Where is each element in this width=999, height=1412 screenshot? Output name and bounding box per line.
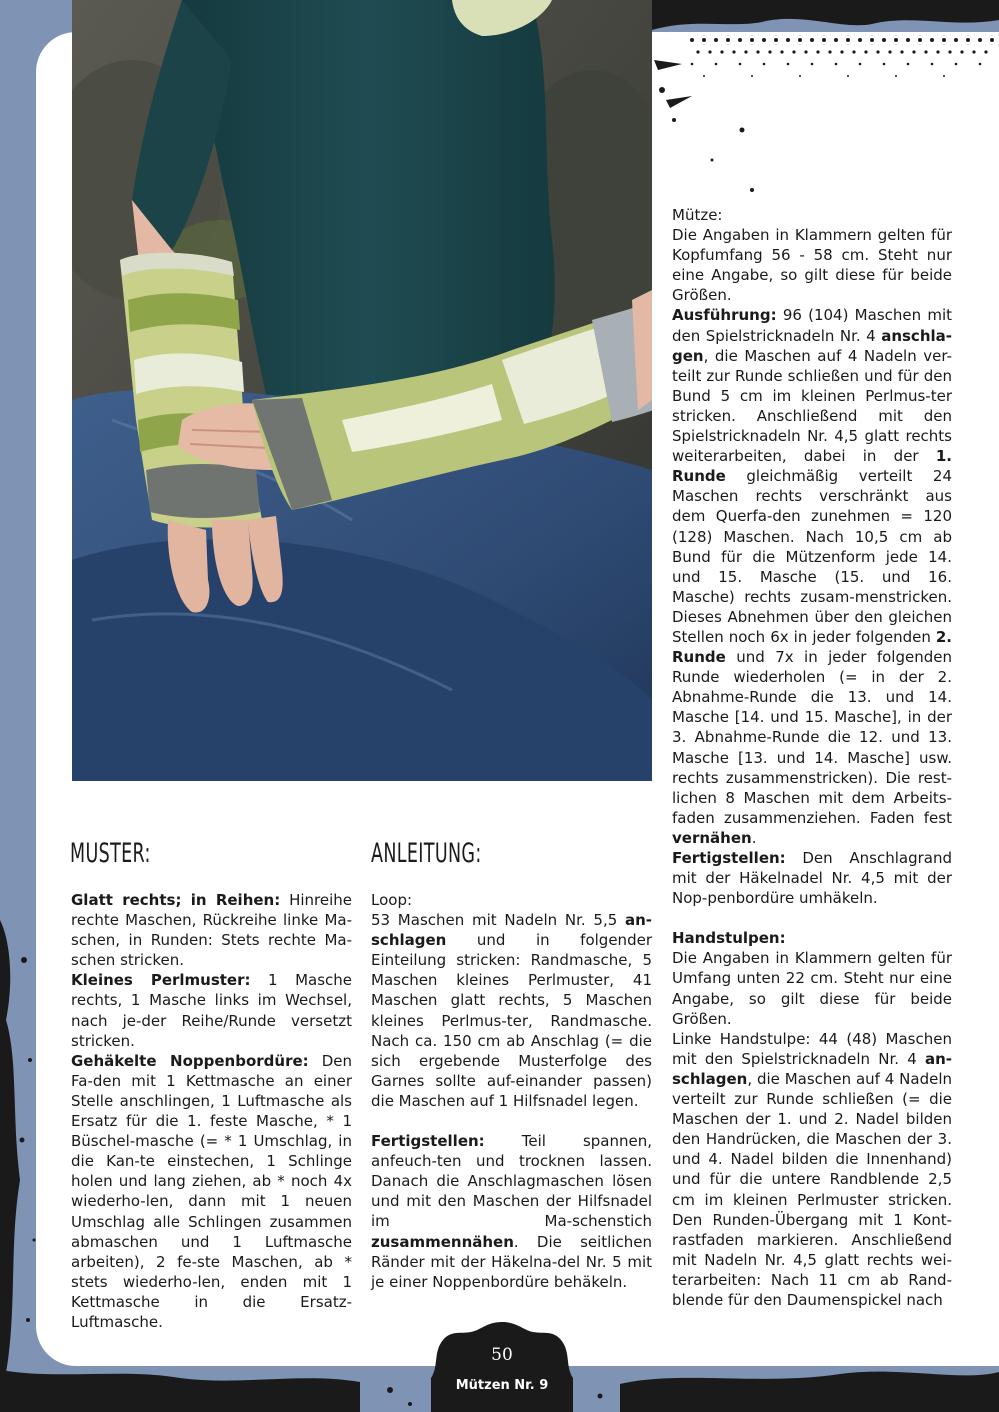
paragraph-kleines-perlmuster: Kleines Perlmuster: 1 Masche rechts, 1 Masche links im Wechsel, nach je-der Reihe/Runde versetzt stricken. xyxy=(71,971,353,1050)
column-muster xyxy=(71,890,352,1332)
ink-splatter-top xyxy=(652,0,999,200)
magazine-name: Mützen Nr. 9 xyxy=(455,1378,549,1393)
page-badge xyxy=(431,1322,573,1412)
paragraph-muetze-intro: Die Angaben in Klammern gelten für Kopfumfang 56 - 58 cm. Steht nur eine Angabe, so gilt diese für beide Größen. xyxy=(672,226,952,305)
loop-title: Loop: xyxy=(371,891,413,909)
photo-fingerless-gloves xyxy=(72,0,652,781)
paragraph-linke-handstulpe: Linke Handstulpe: 44 (48) Maschen mit den Spielstricknadeln Nr. 4 an-schlagen, die Maschen auf 4 Nadeln verteilt zur Runde schließen (= die Maschen der 1. und 2. Nadel bilden den Handrücken, die Maschen der 3. und 4. Nadel bilden die Innenhand) und für die untere Randblende 2,5 cm im kleinen Perlmuster stricken. Den Runden-Übergang mit 1 Kont-rastfaden markieren. Anschließend mit Nadeln Nr. 4,5 glatt rechts wei-terarbeiten: Nach 11 cm ab Rand-blende für den Daumenspickel nach xyxy=(672,1029,952,1309)
page-number: 50 xyxy=(491,1345,513,1365)
column-anleitung xyxy=(371,890,652,1292)
column-right xyxy=(672,205,952,1310)
handstulpen-title: Handstulpen: xyxy=(672,929,786,948)
paragraph-handstulpen-intro: Die Angaben in Klammern gelten für Umfang unten 22 cm. Steht nur eine Angabe, so gilt diese für beide Größen. xyxy=(672,949,952,1028)
paragraph-glatt-rechts: Glatt rechts; in Reihen: Hinreihe rechte Maschen, Rückreihe linke Ma-schen, in Runden: Stets rechte Ma-schen stricken. xyxy=(71,891,352,970)
heading-muster: MUSTER: xyxy=(70,838,151,869)
paragraph-fertigstellen-loop: Fertigstellen: Teil spannen, anfeuch-ten und trocknen lassen. Danach die Anschlagmaschen lösen und mit den Maschen der Hilfsnadel im Ma-schenstich zusammennähen. Die seitlichen Ränder mit der Häkelna-del Nr. 5 mit je einer Noppenbordüre behäkeln. xyxy=(371,1132,652,1291)
paragraph-noppenbordure: Gehäkelte Noppenbordüre: Den Fa-den mit 1 Kettmasche an einer Stelle anschlingen, 1 Luftmasche als Ersatz für die 1. feste Masche, * 1 Büschel-masche (= * 1 Umschlag, in die Kan-te einstechen, 1 Schlinge holen und lang ziehen, ab * noch 4x wiederho-len, dann mit 1 neuen Umschlag alle Schlingen zusammen abmaschen und 1 Luftmasche arbeiten), 2 fe-ste Maschen, ab * stets wiederho-len, enden mit 1 Kettmasche in die Ersatz-Luftmasche. xyxy=(71,1051,352,1331)
muetze-title: Mütze: xyxy=(672,206,723,224)
ink-splatter-left xyxy=(0,860,70,1412)
heading-anleitung: ANLEITUNG: xyxy=(371,838,482,869)
paragraph-loop: 53 Maschen mit Nadeln Nr. 5,5 an-schlagen und in folgender Einteilung stricken: Randmasche, 5 Maschen kleines Perlmuster, 41 Maschen glatt rechts, 5 Maschen kleines Perlmus-ter, Randmasche. Nach ca. 150 cm ab Anschlag (= die sich ergebende Musterfolge des Garnes sollte auf-einander passen) die Maschen auf 1 Hilfsnadel legen. xyxy=(371,911,652,1110)
paragraph-ausfuehrung: Ausführung: 96 (104) Maschen mit den Spielstricknadeln Nr. 4 anschla-gen, die Maschen auf 4 Nadeln ver-teilt zur Runde schließen und für den Bund 5 cm im kleinen Perlmus-ter stricken. Anschließend mit den Spielstricknadeln Nr. 4,5 glatt rechts weiterarbeiten, dabei in der 1. Runde gleichmäßig verteilt 24 Maschen rechts verschränkt aus dem Querfa-den zunehmen = 120 (128) Maschen. Nach 10,5 cm ab Bund für die Mützenform jede 14. und 15. Masche (15. und 16. Masche) rechts zusam-menstricken. Dieses Abnehmen über den gleichen Stellen noch 6x in jeder folgenden 2. Runde und 7x in jeder folgenden Runde wiederholen (= in der 2. Abnahme-Runde die 13. und 14. Masche [14. und 15. Masche], in der 3. Abnahme-Runde die 12. und 13. Masche [13. und 14. Masche] usw. rechts zusammenstricken). Die rest-lichen 8 Maschen mit dem Arbeits-faden zusammenziehen. Faden fest vernähen. xyxy=(672,306,952,847)
photo-illustration xyxy=(72,0,652,781)
paragraph-fertigstellen-muetze: Fertigstellen: Den Anschlagrand mit der Häkelnadel Nr. 4,5 mit der Nop-penbordüre umhäkeln. xyxy=(672,849,952,908)
